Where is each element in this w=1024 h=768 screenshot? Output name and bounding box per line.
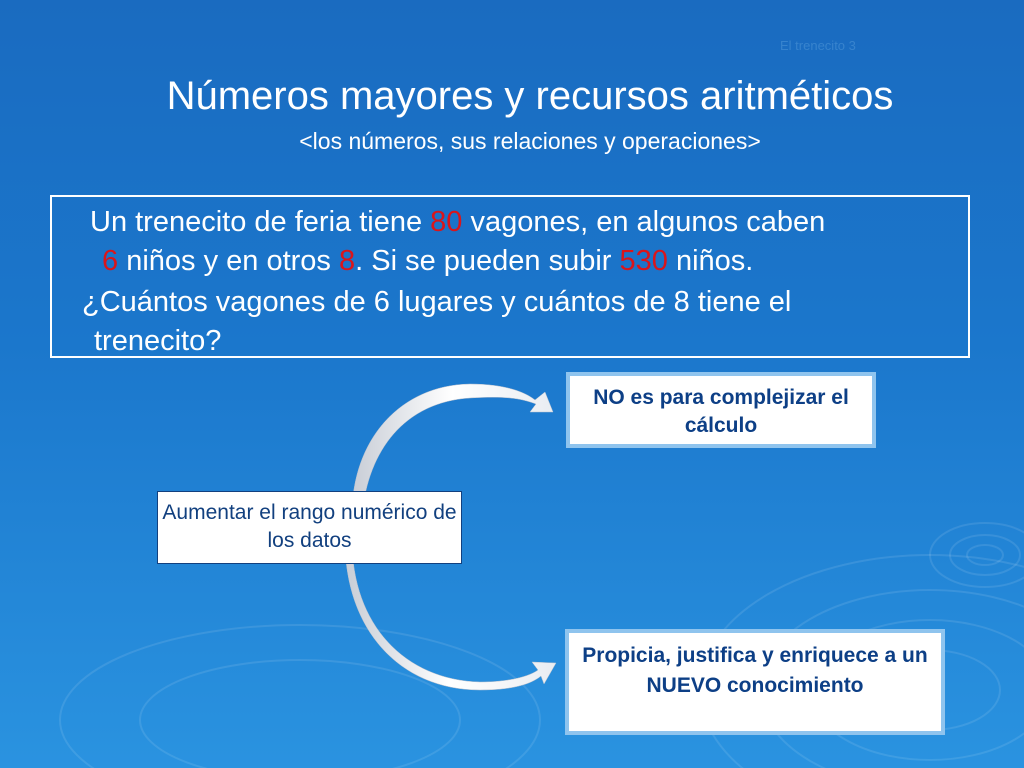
problem-text: niños. (667, 245, 754, 277)
number-highlight: 80 (430, 206, 463, 238)
problem-text: vagones, en algunos caben (462, 206, 826, 238)
center-concept-box: Aumentar el rango numérico de los datos (157, 491, 462, 564)
number-highlight: 530 (619, 245, 668, 277)
problem-text: niños y en otros (118, 245, 339, 277)
problem-text: . Si se pueden subir (355, 245, 620, 277)
callout-new-knowledge: Propicia, justifica y enriquece a un NUEVO conocimiento (565, 629, 945, 735)
number-highlight: 8 (338, 245, 356, 277)
question-text-line-2: trenecito? (94, 325, 222, 357)
question-text: ¿Cuántos vagones de 6 lugares y cuántos de 8 tiene el (82, 286, 792, 318)
page-subtitle: <los números, sus relaciones y operaciones> (299, 128, 761, 154)
slide-watermark: El trenecito 3 (780, 38, 856, 53)
problem-text: Un trenecito de feria tiene (90, 206, 431, 238)
callout-not-complexity: NO es para complejizar el cálculo (566, 372, 876, 448)
page-title: Números mayores y recursos aritméticos (166, 74, 894, 118)
number-highlight: 6 (102, 245, 119, 277)
